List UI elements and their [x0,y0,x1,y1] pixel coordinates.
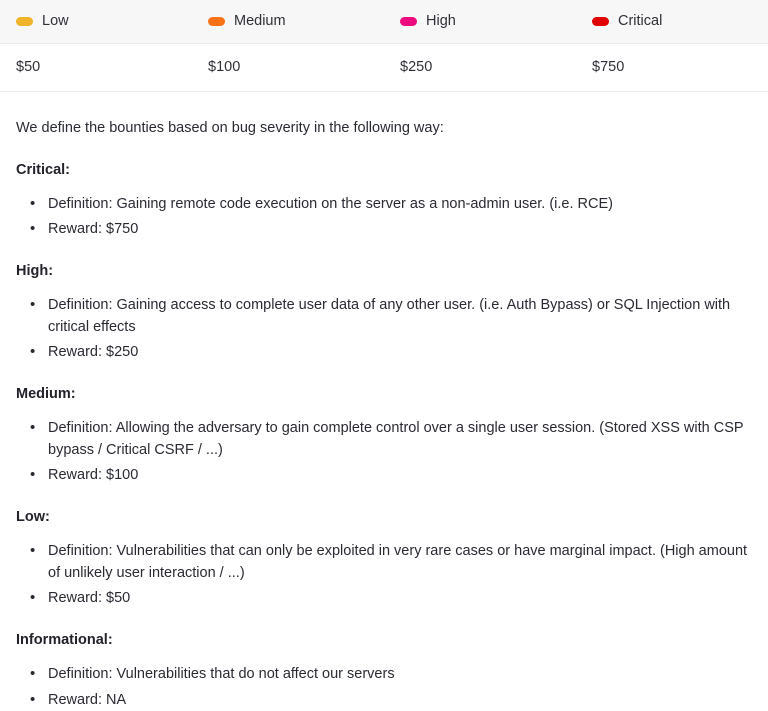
severity-label-high: High [426,13,456,29]
section-heading-low: Low: [16,507,752,529]
bounty-severity-table [0,0,768,92]
section-list-high [16,295,752,364]
severity-label-medium: Medium [234,13,286,29]
section-list-informational [16,664,752,711]
list-item: • Definition: Gaining remote code execution on the server as a non-admin user. (i.e. RCE) [38,194,752,216]
list-item: • Reward: $50 [38,588,752,610]
table-header-cell-low [0,0,192,44]
bounty-amount-medium: $100 [192,44,384,92]
bounty-amount-low: $50 [0,44,192,92]
list-item: • Reward: $750 [38,219,752,241]
list-item: • Definition: Allowing the adversary to gain complete control over a single user session. (Stored XSS with CSP bypass / Critical CSRF / ...) [38,418,752,462]
table-header [0,0,768,44]
severity-dot-low-icon [16,17,33,26]
severity-label-low: Low [42,13,69,29]
bounty-amount-high: $250 [384,44,576,92]
section-list-low [16,541,752,610]
severity-dot-critical-icon [592,17,609,26]
table-header-row [0,0,768,44]
section-heading-medium: Medium: [16,384,752,406]
severity-dot-high-icon [400,17,417,26]
list-item: • Definition: Gaining access to complete user data of any other user. (i.e. Auth Bypass) or SQL Injection with critical effects [38,295,752,339]
section-heading-critical: Critical: [16,160,752,182]
list-item: • Definition: Vulnerabilities that can only be exploited in very rare cases or have marginal impact. (High amount of unlikely user interaction / ...) [38,541,752,585]
table-row [0,44,768,92]
list-item: • Reward: NA [38,690,752,711]
bounty-amount-critical: $750 [576,44,768,92]
list-item: • Reward: $100 [38,465,752,487]
table-body [0,44,768,92]
list-item: • Reward: $250 [38,342,752,364]
section-list-medium [16,418,752,487]
severity-label-critical: Critical [618,13,662,29]
table-header-cell-critical [576,0,768,44]
intro-paragraph: We define the bounties based on bug severity in the following way: [16,118,752,140]
table-header-cell-high [384,0,576,44]
severity-dot-medium-icon [208,17,225,26]
section-heading-informational: Informational: [16,630,752,652]
list-item: • Definition: Vulnerabilities that do not affect our servers [38,664,752,686]
table-header-cell-medium [192,0,384,44]
section-list-critical [16,194,752,242]
section-heading-high: High: [16,261,752,283]
bounty-definitions-section [0,92,768,711]
